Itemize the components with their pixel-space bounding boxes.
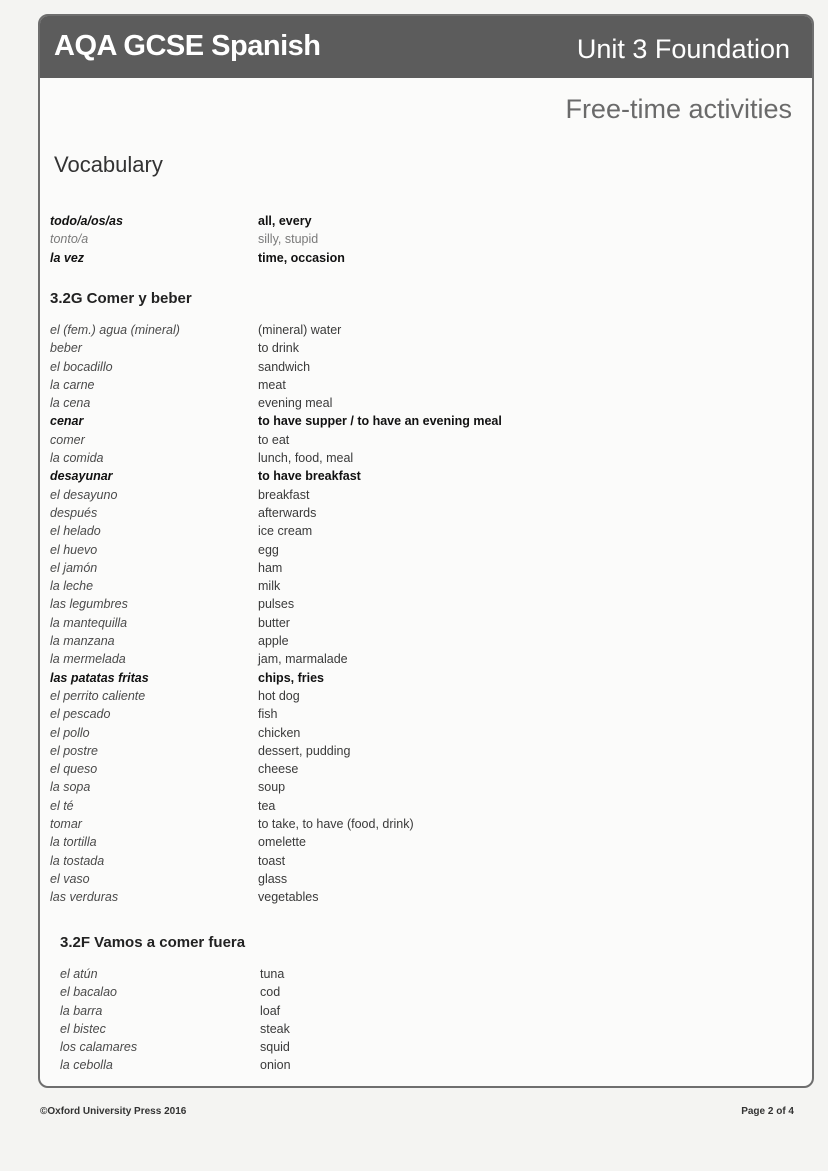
topic-subtitle: Free-time activities: [565, 94, 792, 124]
spanish-term: el (fem.) agua (mineral): [50, 323, 180, 337]
vocab-row: [50, 595, 814, 613]
vocab-row: [50, 687, 814, 705]
english-meaning: pulses: [258, 597, 295, 612]
english-meaning: fish: [258, 707, 278, 722]
page-number: Page 2 of 4: [741, 1106, 794, 1117]
vocab-row: [50, 833, 814, 851]
copyright-notice: ©Oxford University Press 2016: [40, 1106, 187, 1117]
course-title: AQA GCSE Spanish: [54, 30, 321, 62]
spanish-term: el bocadillo: [50, 359, 113, 374]
english-meaning: silly, stupid: [258, 232, 319, 247]
english-meaning: egg: [258, 542, 279, 557]
english-meaning: soup: [258, 780, 286, 795]
english-meaning: onion: [260, 1058, 291, 1073]
vocab-row: [60, 1002, 814, 1020]
vocab-row: [50, 577, 814, 595]
vocab-row: [50, 870, 814, 888]
spanish-term: comer: [50, 432, 85, 447]
english-meaning: to have breakfast: [258, 469, 361, 484]
english-meaning: afterwards: [258, 505, 317, 520]
english-meaning: cod: [260, 985, 281, 1000]
spanish-term: el vaso: [50, 871, 90, 886]
vocab-row: [50, 669, 814, 687]
spanish-term: la sopa: [50, 780, 91, 795]
vocab-row: [50, 815, 814, 833]
vocab-row: [50, 449, 814, 467]
spanish-term: el queso: [50, 762, 98, 777]
section-comer-y-beber: [50, 290, 814, 907]
intro-vocab-list: [50, 212, 814, 267]
english-meaning: apple: [258, 634, 289, 649]
vocab-row: [50, 852, 814, 870]
english-meaning: to eat: [258, 432, 290, 447]
english-meaning: toast: [258, 853, 286, 868]
unit-label: Unit 3 Foundation: [576, 34, 790, 64]
english-meaning: jam, marmalade: [258, 652, 348, 667]
english-meaning: hot dog: [258, 688, 300, 703]
vocab-row: [50, 559, 814, 577]
spanish-term: el té: [50, 798, 74, 813]
vocab-row: [50, 522, 814, 540]
vocab-row: [50, 321, 814, 339]
vocab-row: [50, 412, 814, 430]
vocab-row: [50, 650, 814, 668]
worksheet-page: [38, 14, 814, 1088]
spanish-term: cenar: [50, 414, 84, 429]
english-meaning: sandwich: [258, 359, 311, 374]
vocab-row: [60, 1020, 814, 1038]
vocab-row: [50, 358, 814, 376]
vocab-row: [50, 614, 814, 632]
english-meaning: tuna: [260, 967, 285, 981]
section-title: 3.2F Vamos a comer fuera: [60, 934, 246, 951]
vocab-row: [50, 376, 814, 394]
vocab-row: [50, 212, 814, 230]
vocab-row: [60, 983, 814, 1001]
english-meaning: chicken: [258, 725, 301, 740]
vocab-row: [50, 486, 814, 504]
english-meaning: tea: [258, 798, 276, 813]
vocab-row: [50, 778, 814, 796]
english-meaning: to have supper / to have an evening meal: [258, 414, 502, 429]
english-meaning: squid: [260, 1040, 290, 1055]
english-meaning: omelette: [258, 835, 306, 850]
english-meaning: ice cream: [258, 524, 313, 539]
spanish-term: todo/a/os/as: [50, 214, 123, 228]
spanish-term: el jamón: [50, 560, 98, 575]
spanish-term: la cena: [50, 396, 91, 411]
english-meaning: vegetables: [258, 890, 319, 905]
english-meaning: evening meal: [258, 396, 333, 411]
spanish-term: el atún: [60, 967, 98, 981]
section-vamos-a-comer-fuera: [60, 934, 814, 1075]
spanish-term: el perrito caliente: [50, 688, 146, 703]
english-meaning: to drink: [258, 341, 299, 356]
vocab-row: [50, 394, 814, 412]
spanish-term: la barra: [60, 1003, 103, 1018]
vocab-row: [60, 1056, 814, 1074]
spanish-term: la mermelada: [50, 652, 126, 667]
spanish-term: la cebolla: [60, 1058, 113, 1073]
spanish-term: la vez: [50, 250, 85, 265]
vocabulary-heading: Vocabulary: [54, 152, 163, 177]
vocab-row: [50, 705, 814, 723]
spanish-term: el bacalao: [60, 985, 117, 1000]
spanish-term: la tostada: [50, 853, 105, 868]
vocab-row: [50, 632, 814, 650]
vocab-row: [50, 431, 814, 449]
vocab-row: [50, 230, 814, 248]
vocab-row: [60, 965, 814, 983]
english-meaning: dessert, pudding: [258, 743, 351, 758]
english-meaning: time, occasion: [258, 250, 345, 265]
spanish-term: las verduras: [50, 890, 119, 905]
vocab-row: [50, 467, 814, 485]
english-meaning: all, every: [258, 214, 312, 228]
spanish-term: después: [50, 505, 98, 520]
section-title: 3.2G Comer y beber: [50, 290, 192, 307]
spanish-term: el postre: [50, 743, 98, 758]
spanish-term: tonto/a: [50, 232, 89, 247]
spanish-term: la tortilla: [50, 835, 97, 850]
vocab-row: [50, 742, 814, 760]
spanish-term: el pescado: [50, 707, 111, 722]
vocab-row: [50, 541, 814, 559]
vocab-row: [50, 724, 814, 742]
spanish-term: tomar: [50, 817, 82, 832]
vocab-row: [50, 249, 814, 267]
english-meaning: steak: [260, 1021, 290, 1036]
english-meaning: lunch, food, meal: [258, 451, 354, 466]
english-meaning: ham: [258, 560, 283, 575]
english-meaning: breakfast: [258, 487, 310, 502]
spanish-term: el bistec: [60, 1021, 106, 1036]
vocab-row: [50, 760, 814, 778]
english-meaning: loaf: [260, 1003, 281, 1018]
spanish-term: el helado: [50, 524, 101, 539]
english-meaning: glass: [258, 871, 288, 886]
spanish-term: la comida: [50, 451, 104, 466]
spanish-term: la manzana: [50, 634, 115, 649]
vocab-row: [50, 339, 814, 357]
vocab-row: [50, 504, 814, 522]
spanish-term: desayunar: [50, 469, 113, 484]
vocab-row: [50, 797, 814, 815]
vocab-row: [60, 1038, 814, 1056]
english-meaning: (mineral) water: [258, 323, 342, 337]
english-meaning: butter: [258, 615, 290, 630]
english-meaning: meat: [258, 377, 286, 392]
spanish-term: el desayuno: [50, 487, 118, 502]
english-meaning: milk: [258, 579, 281, 594]
spanish-term: el pollo: [50, 725, 90, 740]
spanish-term: beber: [50, 341, 82, 356]
vocab-row: [50, 888, 814, 906]
spanish-term: las legumbres: [50, 597, 128, 612]
spanish-term: la carne: [50, 377, 95, 392]
english-meaning: chips, fries: [258, 670, 324, 685]
english-meaning: cheese: [258, 762, 299, 777]
spanish-term: las patatas fritas: [50, 670, 149, 685]
spanish-term: el huevo: [50, 542, 98, 557]
spanish-term: la leche: [50, 579, 94, 594]
header-banner: [40, 16, 812, 78]
english-meaning: to take, to have (food, drink): [258, 817, 414, 832]
spanish-term: los calamares: [60, 1040, 138, 1055]
spanish-term: la mantequilla: [50, 615, 128, 630]
